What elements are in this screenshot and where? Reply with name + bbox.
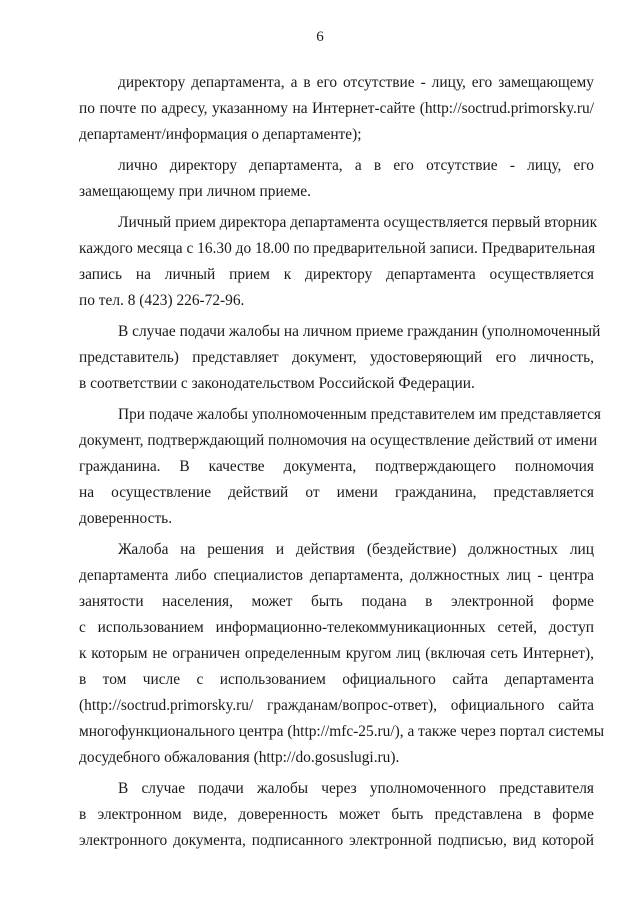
text-line: (http://soctrud.primorsky.ru/ гражданам/вопрос-ответ), официального сайта	[79, 697, 594, 714]
text-line: директору департамента, а в его отсутствие - лицу, его замещающему	[118, 74, 594, 91]
text-line: При подаче жалобы уполномоченным представителем им представляется	[118, 406, 601, 423]
text-line: В случае подачи жалобы через уполномоченного представителя	[118, 780, 594, 797]
text-line: досудебного обжалования (http://do.gosuslugi.ru).	[79, 749, 400, 766]
text-line: в соответствии с законодательством Российской Федерации.	[79, 375, 475, 392]
text-line: в электронном виде, доверенность может быть представлена в форме	[79, 806, 594, 823]
text-line: гражданина. В качестве документа, подтверждающего полномочия	[79, 458, 594, 475]
text-line: Жалоба на решения и действия (бездействие) должностных лиц	[118, 541, 594, 558]
text-line: запись на личный прием к директору департамента осуществляется	[79, 266, 594, 283]
text-line: занятости населения, может быть подана в электронной форме	[79, 593, 594, 610]
text-line: к которым не ограничен определенным кругом лиц (включая сеть Интернет),	[79, 645, 594, 662]
paragraph-identity-document	[79, 319, 601, 397]
paragraph-in-person	[79, 153, 594, 205]
paragraph-electronic-complaint	[79, 537, 605, 771]
text-line: документ, подтверждающий полномочия на осуществление действий от имени	[79, 432, 598, 449]
paragraph-by-mail	[79, 70, 594, 148]
text-line: представитель) представляет документ, удостоверяющий его личность,	[79, 349, 594, 366]
page-number: 6	[316, 29, 324, 45]
text-line: лично директору департамента, а в его отсутствие - лицу, его	[118, 157, 594, 174]
text-line: в том числе с использованием официального сайта департамента	[79, 671, 594, 688]
text-line: каждого месяца с 16.30 до 18.00 по предварительной записи. Предварительная	[79, 240, 596, 257]
text-line: Личный прием директора департамента осуществляется первый вторник	[118, 214, 598, 231]
text-line: электронного документа, подписанного электронной подписью, вид которой	[79, 832, 594, 849]
text-line: на осуществление действий от имени гражданина, представляется	[79, 484, 594, 501]
text-line: с использованием информационно-телекоммуникационных сетей, доступ	[79, 619, 594, 636]
text-line: департамента либо специалистов департамента, должностных лиц - центра	[79, 567, 594, 584]
paragraph-reception-hours	[79, 210, 598, 314]
text-line: замещающему при личном приеме.	[79, 183, 311, 200]
text-line: по тел. 8 (423) 226-72-96.	[79, 292, 245, 309]
text-line: доверенность.	[79, 510, 173, 527]
paragraph-electronic-power-of-attorney	[79, 776, 594, 854]
text-line: В случае подачи жалобы на личном приеме гражданин (уполномоченный	[118, 323, 601, 340]
paragraph-representative-authority	[79, 402, 601, 532]
text-line: по почте по адресу, указанному на Интернет-сайте (http://soctrud.primorsky.ru/	[79, 100, 594, 117]
text-line: департамент/информация о департаменте);	[79, 126, 362, 143]
document-body	[79, 70, 605, 859]
text-line: многофункционального центра (http://mfc-25.ru/), а также через портал системы	[79, 723, 605, 740]
